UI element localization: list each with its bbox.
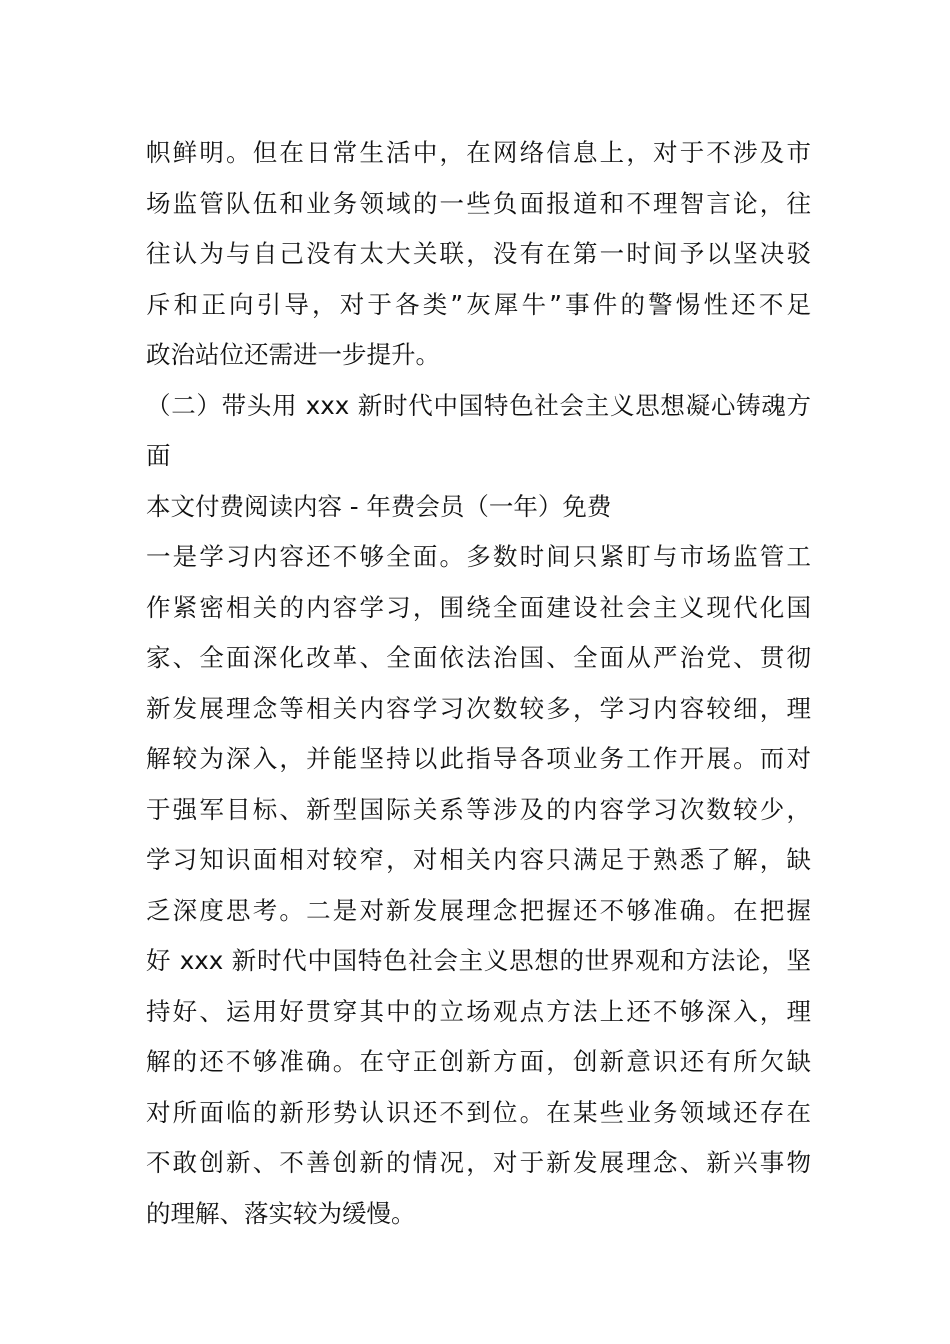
text-line: 新发展理念等相关内容学习次数较多，学习内容较细，理 xyxy=(146,693,811,723)
section-heading-cont: 面 xyxy=(146,441,171,470)
text-line: 乏深度思考。二是对新发展理念把握还不够准确。在把握 xyxy=(146,895,811,925)
text-line: 帜鲜明。但在日常生活中，在网络信息上，对于不涉及市 xyxy=(146,138,811,167)
text-line: 持好、运用好贯穿其中的立场观点方法上还不够深入，理 xyxy=(146,996,811,1026)
text-line: 解的还不够准确。在守正创新方面，创新意识还有所欠缺 xyxy=(146,1047,811,1076)
text-line: 往认为与自己没有太大关联，没有在第一时间予以坚决驳 xyxy=(146,239,811,268)
text-line: 家、全面深化改革、全面依法治国、全面从严治党、贯彻 xyxy=(146,643,811,672)
paywall-notice: 本文付费阅读内容 - 年费会员（一年）免费 xyxy=(146,491,612,521)
text-line: 作紧密相关的内容学习，围绕全面建设社会主义现代化国 xyxy=(146,592,811,622)
text-line: 场监管队伍和业务领域的一些负面报道和不理智言论，往 xyxy=(146,188,811,218)
section-heading: （二）带头用 xxx 新时代中国特色社会主义思想凝心铸魂方 xyxy=(146,390,811,420)
text-line: 一是学习内容还不够全面。多数时间只紧盯与市场监管工 xyxy=(146,542,811,571)
text-line: 斥和正向引导，对于各类”灰犀牛”事件的警惕性还不足 xyxy=(146,289,811,319)
text-line: 政治站位还需进一步提升。 xyxy=(146,340,440,369)
text-line: 对所面临的新形势认识还不到位。在某些业务领域还存在 xyxy=(146,1097,811,1127)
text-line: 的理解、落实较为缓慢。 xyxy=(146,1198,416,1228)
text-line: 于强军目标、新型国际关系等涉及的内容学习次数较少， xyxy=(146,794,811,824)
document-body xyxy=(146,128,811,1239)
text-line: 学习知识面相对较窄，对相关内容只满足于熟悉了解，缺 xyxy=(146,845,811,874)
text-line: 不敢创新、不善创新的情况，对于新发展理念、新兴事物 xyxy=(146,1148,811,1177)
text-line: 解较为深入，并能坚持以此指导各项业务工作开展。而对 xyxy=(146,744,811,773)
text-line: 好 xxx 新时代中国特色社会主义思想的世界观和方法论，坚 xyxy=(146,946,811,975)
